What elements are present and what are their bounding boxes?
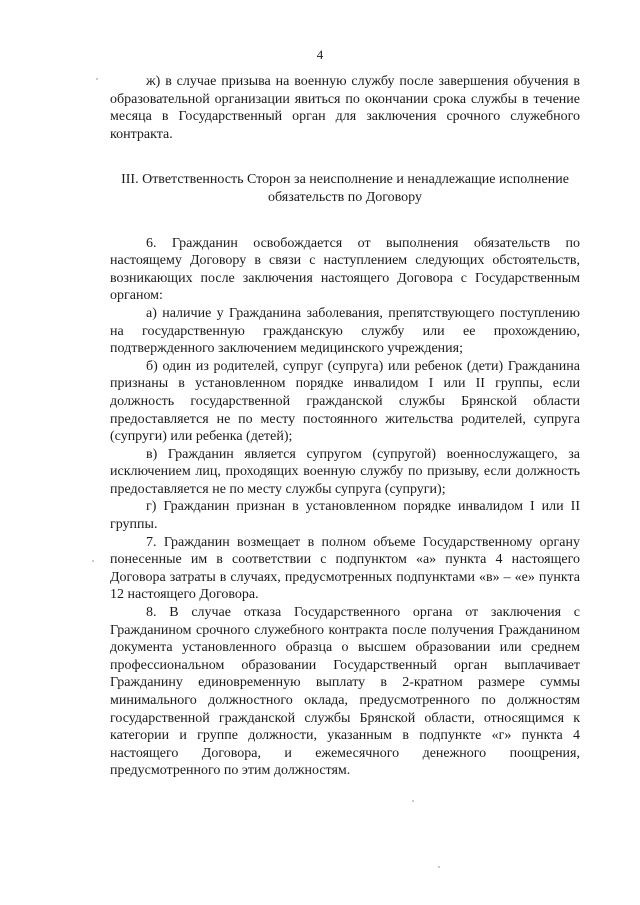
scan-speck — [96, 78, 98, 80]
clause-6-item-v: в) Гражданин является супругом (супругой) военнослужащего, за исключением лиц, проходящих военную службу по призыву, если должность предоставляется не по месту службы супруга (супруги); — [110, 446, 580, 497]
section-heading-line-2: обязательств по Договору — [267, 189, 422, 205]
scan-speck — [92, 560, 94, 562]
clause-7: 7. Гражданин возмещает в полном объеме Государственному органу понесенные им в соответствии с подпунктом «а» пункта 4 настоящего Договора затраты в случаях, предусмотренных подпунктами «в» – «е» пункта 12 настоящего Договора. — [110, 534, 580, 603]
clause-6-item-g: г) Гражданин признан в установленном порядке инвалидом I или II группы. — [110, 499, 580, 533]
scan-speck — [412, 800, 414, 802]
page-number: 4 — [316, 47, 324, 62]
clause-6-intro: 6. Гражданин освобождается от выполнения обязательств по настоящему Договору в связи с наступлением следующих обстоятельств, возникающих после заключения настоящего Договора с Государственным органом: — [110, 235, 580, 304]
section-heading — [110, 171, 580, 206]
intro-paragraph: ж) в случае призыва на военную службу после завершения обучения в образовательной организации явиться по окончании срока службы в течение месяца в Государственный орган для заключения срочного служебного контракта. — [110, 74, 580, 142]
scan-speck — [438, 866, 440, 868]
clause-8: 8. В случае отказа Государственного органа от заключения с Гражданином срочного служебного контракта после получения Гражданином документа установленного образца о высшем образовании или среднем профессиональном образовании Государственный орган выплачивает Гражданину единовременную выплату в 2-кратном размере суммы минимального должностного оклада, предусмотренного по должностям государственной гражданской службы Брянской области, относящимся к категории и группе должности, указанным в подпункте «г» пункта 4 настоящего Договора, и ежемесячного денежного поощрения, предусмотренного по этим должностям. — [110, 605, 580, 779]
section-heading-line-1: III. Ответственность Сторон за неисполнение и ненадлежащие исполнение — [121, 172, 569, 188]
page-content — [110, 73, 580, 780]
clause-6-item-b: б) один из родителей, супруг (супруга) или ребенок (дети) Гражданина признаны в установленном порядке инвалидом I или II группы, если должность государственной гражданской службы Брянской области предоставляется не по месту постоянного жительства родителей, супруга (супруги) или ребенка (детей); — [110, 358, 580, 445]
clause-6-item-a: а) наличие у Гражданина заболевания, препятствующего поступлению на государственную гражданскую службу или ее прохождению, подтвержденного заключением медицинского учреждения; — [110, 305, 580, 357]
